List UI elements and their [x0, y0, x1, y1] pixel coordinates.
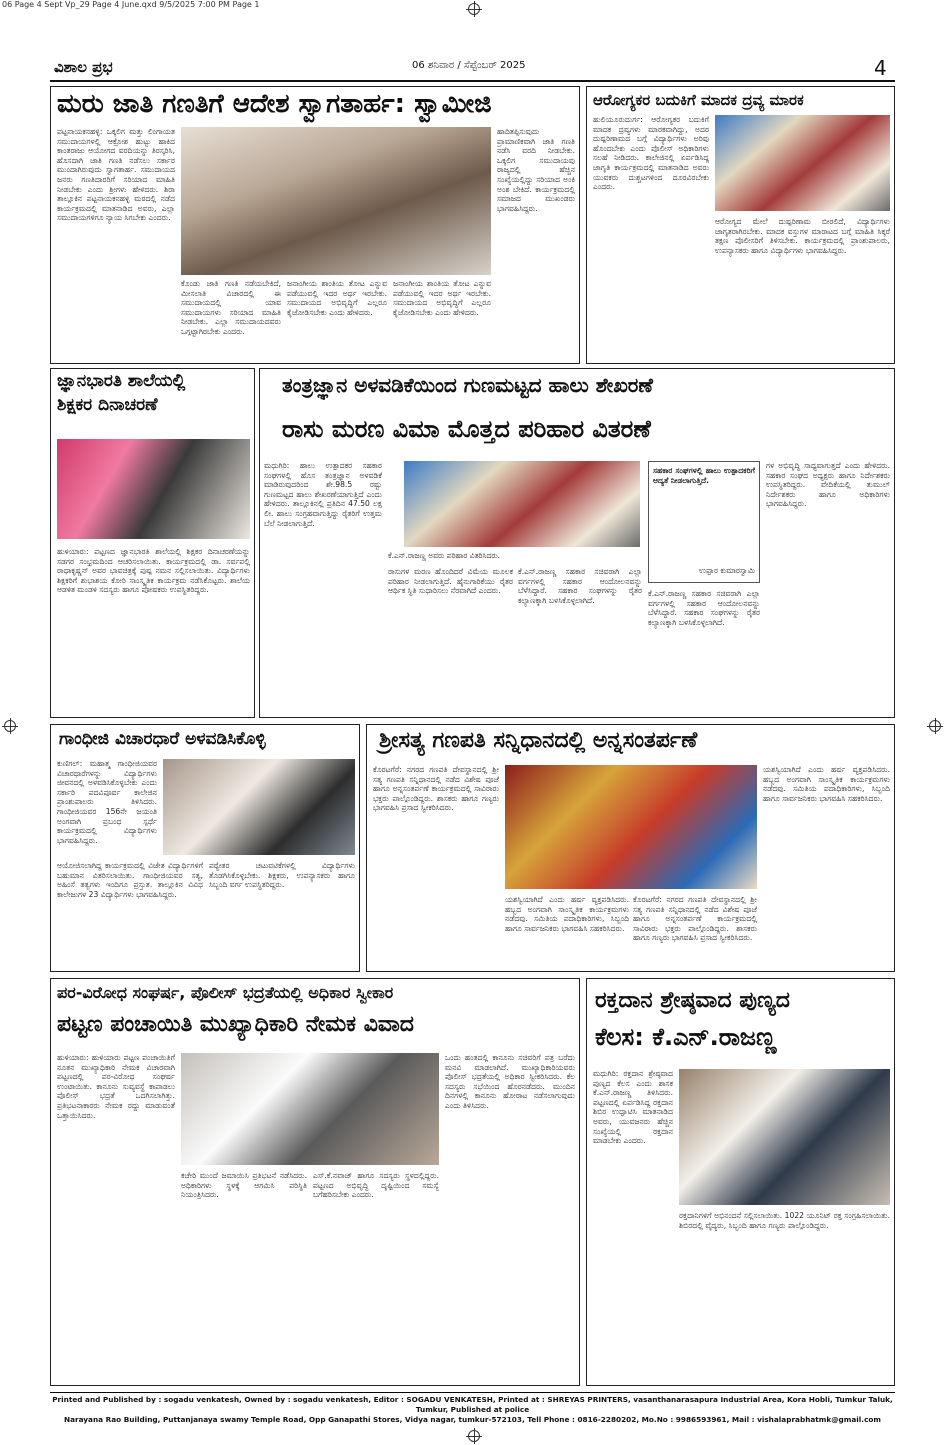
news-photo	[181, 127, 491, 275]
masthead-name: ವಿಶಾಲ ಪ್ರಭ	[54, 58, 113, 76]
article-column: ರಾಸುಗಳ ಮರಣ ಹೊಂದಿದರೆ ವಿಮೆಯ ಮೂಲಕ ಪರಿಹಾರ ನೀಡಲಾಗುತ್ತಿದೆ. ಹೈನುಗಾರಿಕೆಯು ರೈತರ ಆರ್ಥಿಕ ಸ್ಥಿತಿ ಸುಧಾರಿಸಲು ನೆರವಾಗಿದೆ ಎಂದರು.	[388, 567, 513, 596]
news-photo	[181, 1053, 439, 1165]
headline-line-2: ಶಿಕ್ಷಕರ ದಿನಾಚರಣೆ	[57, 395, 158, 415]
article-column: ಗಳ ಅಭಿವೃದ್ಧಿ ಸಾಧ್ಯವಾಗುತ್ತದೆ ಎಂದು ಹೇಳಿದರು. ಸಹಕಾರ ಸಂಘದ ಅಧ್ಯಕ್ಷರು ಹಾಗೂ ನಿರ್ದೇಶಕರು ಉಪಸ್ಥಿತರಿದ್ದರು. ವೇದಿಕೆಯಲ್ಲಿ ತುಮುಲ್ ನಿರ್ದೇಶಕರು ಹಾಗೂ ಅಧಿಕಾರಿಗಳು ಭಾಗವಹಿಸಿದ್ದರು.	[766, 461, 890, 509]
registration-mark-icon	[468, 1430, 480, 1442]
article-column: ಕುಣಿಗಲ್: ಮಹಾತ್ಮ ಗಾಂಧೀಜಿಯವರ ವಿಚಾರಧಾರೆಗಳನ್ನು ವಿದ್ಯಾರ್ಥಿಗಳು ಜೀವನದಲ್ಲಿ ಅಳವಡಿಸಿಕೊಳ್ಳಬೇಕು ಎಂದು ಸರ್ಕಾರಿ ಪದವಿಪೂರ್ವ ಕಾಲೇಜಿನ ಪ್ರಾಂಶುಪಾಲರು ತಿಳಿಸಿದರು. ಗಾಂಧೀಜಿಯವರ 156ನೇ ಜಯಂತಿ ಅಂಗವಾಗಿ ಪ್ರಬಂಧ ಸ್ಪರ್ಧೆ ಕಾರ್ಯಕ್ರಮದಲ್ಲಿ ವಿದ್ಯಾರ್ಥಿಗಳು ಭಾಗವಹಿಸಿದ್ದರು.	[57, 759, 157, 845]
print-slug: 06 Page 4 Sept Vp_29 Page 4 June.qxd 9/5/2025 7:00 PM Page 1	[2, 0, 260, 9]
news-photo	[57, 439, 250, 539]
article-column: ಕೆ.ಎನ್.ರಾಜಣ್ಣ ಸಹಕಾರ ಸಚಿವರಾಗಿ ಎಲ್ಲಾ ವರ್ಗಗಳಲ್ಲಿ ಸಹಕಾರ ಆಂದೋಲನವನ್ನು ಬೆಳೆಸಿದ್ದಾರೆ. ಸಹಕಾರ ಸಂಘಗಳನ್ನು ರೈತರ ಕಲ್ಯಾಣಕ್ಕಾಗಿ ಬಳಸಿಕೊಳ್ಳಲಾಗಿದೆ.	[648, 589, 760, 627]
headline-line-1: ತಂತ್ರಜ್ಞಾನ ಅಳವಡಿಕೆಯಿಂದ ಗುಣಮಟ್ಟದ ಹಾಲು ಶೇಖರಣೆ	[282, 373, 653, 397]
headline-line-2: ಕೆಲಸ: ಕೆ.ಎನ್.ರಾಜಣ್ಣ	[595, 1023, 777, 1051]
imprint-footer	[50, 1392, 895, 1424]
article-column: ರಕ್ತದಾನಿಗಳಿಗೆ ಅಭಿನಂದನೆ ಸಲ್ಲಿಸಲಾಯಿತು. 1022 ಯೂನಿಟ್ ರಕ್ತ ಸಂಗ್ರಹಿಸಲಾಯಿತು. ಶಿಬಿರದಲ್ಲಿ ವೈದ್ಯರು, ಸಿಬ್ಬಂದಿ ಹಾಗೂ ಗಣ್ಯರು ಪಾಲ್ಗೊಂಡಿದ್ದರು.	[679, 1211, 890, 1230]
pull-quote	[648, 461, 760, 583]
article-column: ಮಧುಗಿರಿ: ರಕ್ತದಾನ ಶ್ರೇಷ್ಠವಾದ ಪುಣ್ಯದ ಕೆಲಸ ಎಂದು ಶಾಸಕ ಕೆ.ಎನ್.ರಾಜಣ್ಣ ತಿಳಿಸಿದರು. ಪಟ್ಟಣದಲ್ಲಿ ಏರ್ಪಡಿಸಿದ್ದ ರಕ್ತದಾನ ಶಿಬಿರ ಉದ್ಘಾಟಿಸಿ ಮಾತನಾಡಿದ ಅವರು, ಯುವಜನರು ಹೆಚ್ಚಿನ ಸಂಖ್ಯೆಯಲ್ಲಿ ರಕ್ತದಾನ ಮಾಡಬೇಕು ಎಂದರು.	[593, 1069, 673, 1146]
article-column: ಆರೋಗ್ಯದ ಮೇಲೆ ದುಷ್ಪರಿಣಾಮ ಬೀರಲಿದೆ, ವಿದ್ಯಾರ್ಥಿಗಳು ಜಾಗೃತರಾಗಿರಬೇಕು. ಮಾದಕ ವಸ್ತುಗಳ ಮಾರಾಟದ ಬಗ್ಗೆ ಮಾಹಿತಿ ಸಿಕ್ಕರೆ ತಕ್ಷಣ ಪೊಲೀಸರಿಗೆ ತಿಳಿಸಬೇಕು. ಕಾರ್ಯಕ್ರಮದಲ್ಲಿ ಪ್ರಾಂಶುಪಾಲರು, ಉಪನ್ಯಾಸಕರು ಹಾಗೂ ವಿದ್ಯಾರ್ಥಿಗಳು ಭಾಗವಹಿಸಿದ್ದರು.	[715, 217, 890, 255]
article-column: ಕೊರಟಗೆರೆ: ನಗರದ ಗಣಪತಿ ದೇವಸ್ಥಾನದಲ್ಲಿ ಶ್ರೀ ಸತ್ಯ ಗಣಪತಿ ಸನ್ನಿಧಾನದಲ್ಲಿ ನಡೆದ ವಿಶೇಷ ಪೂಜೆ ಹಾಗೂ ಅನ್ನಸಂತರ್ಪಣೆ ಕಾರ್ಯಕ್ರಮದಲ್ಲಿ ಸಾವಿರಾರು ಭಕ್ತರು ಪಾಲ್ಗೊಂಡಿದ್ದರು. ಶಾಸಕರು ಹಾಗೂ ಗಣ್ಯರು ಭಾಗವಹಿಸಿ ಪ್ರಸಾದ ಸ್ವೀಕರಿಸಿದರು.	[633, 895, 757, 943]
article-column: ಒಂದು ಹಂತದಲ್ಲಿ ಕಾನೂನು ಸಚಿವರಿಗೆ ಪತ್ರ ಬರೆದು ಮನವಿ ಮಾಡಲಾಗಿದೆ. ಮುಖ್ಯಾಧಿಕಾರಿಯವರು ಪೊಲೀಸ್ ಭದ್ರತೆಯಲ್ಲಿ ಅಧಿಕಾರ ಸ್ವೀಕರಿಸಿದರು. ಕೆಲ ಸದಸ್ಯರು ಸಭೆಯಿಂದ ಹೊರನಡೆದರು. ಮುಂದಿನ ದಿನಗಳಲ್ಲಿ ಕಾನೂನು ಹೋರಾಟ ನಡೆಸಲಾಗುವುದು ಎಂದು ತಿಳಿಸಿದರು.	[445, 1053, 575, 1110]
article-column: ಕಚೇರಿ ಮುಂದೆ ಜಮಾಯಿಸಿ ಪ್ರತಿಭಟನೆ ನಡೆಸಿದರು. ಅಧಿಕಾರಿಗಳು ಸ್ಥಳಕ್ಕೆ ಆಗಮಿಸಿ ಪರಿಸ್ಥಿತಿ ನಿಯಂತ್ರಿಸಿದರು.	[181, 1171, 307, 1200]
article-column: ಯಶಸ್ವಿಯಾಗಿದೆ ಎಂದು ಹರ್ಷ ವ್ಯಕ್ತಪಡಿಸಿದರು. ಹಬ್ಬದ ಅಂಗವಾಗಿ ಸಾಂಸ್ಕೃತಿಕ ಕಾರ್ಯಕ್ರಮಗಳು ನಡೆದವು. ಸಮಿತಿಯ ಪದಾಧಿಕಾರಿಗಳು, ಸಿಬ್ಬಂದಿ ಹಾಗೂ ಸಾರ್ವಜನಿಕರು ಭಾಗವಹಿಸಿ ಸಹಕರಿಸಿದರು.	[763, 765, 890, 803]
page-number: 4	[874, 56, 887, 80]
article-body: ಹುಳಿಯಾರು: ಪಟ್ಟಣದ ಜ್ಞಾನಭಾರತಿ ಶಾಲೆಯಲ್ಲಿ ಶಿಕ್ಷಕರ ದಿನಾಚರಣೆಯನ್ನು ಸಡಗರ ಸಂಭ್ರಮದಿಂದ ಆಚರಿಸಲಾಯಿತು. ಕಾರ್ಯಕ್ರಮದಲ್ಲಿ ಡಾ. ಸರ್ವಪಲ್ಲಿ ರಾಧಾಕೃಷ್ಣನ್ ಅವರ ಭಾವಚಿತ್ರಕ್ಕೆ ಪುಷ್ಪ ನಮನ ಸಲ್ಲಿಸಲಾಯಿತು. ವಿದ್ಯಾರ್ಥಿಗಳು ಶಿಕ್ಷಕರಿಗೆ ಶುಭಾಶಯ ಕೋರಿ ಸಾಂಸ್ಕೃತಿಕ ಕಾರ್ಯಕ್ರಮ ನಡೆಸಿಕೊಟ್ಟರು. ಶಾಲೆಯ ಆಡಳಿತ ಮಂಡಳಿ ಸದಸ್ಯರು ಹಾಗೂ ಪೋಷಕರು ಉಪಸ್ಥಿತರಿದ್ದರು.	[57, 547, 250, 595]
registration-mark-icon	[929, 720, 941, 732]
news-photo	[505, 765, 757, 889]
imprint-line-1: Printed and Published by : sogadu venkatesh, Owned by : sogadu venkatesh, Editor : SOGADU VENKATESH, Printed at : SHREYAS PRINTERS, vasanthanarasapura Industrial Area, Kora Hobli, Tumkur Taluk, Tumkur, Published at police	[52, 1395, 893, 1414]
headline: ಆರೋಗ್ಯಕರ ಬದುಕಿಗೆ ಮಾದಕ ದ್ರವ್ಯ ಮಾರಕ	[593, 91, 804, 109]
article-panchayat-officer	[50, 978, 580, 1386]
headline-line-1: ಜ್ಞಾನಭಾರತಿ ಶಾಲೆಯಲ್ಲಿ	[57, 371, 186, 391]
headline-line-2: ಪಟ್ಟಣ ಪಂಚಾಯಿತಿ ಮುಖ್ಯಾಧಿಕಾರಿ ನೇಮಕ ವಿವಾದ	[57, 1012, 415, 1037]
news-photo	[404, 461, 640, 547]
headline-line-2: ರಾಸು ಮರಣ ವಿಮಾ ಮೊತ್ತದ ಪರಿಹಾರ ವಿತರಣೆ	[282, 415, 651, 443]
photo-caption: ಕೆ.ಎನ್.ರಾಜಣ್ಣ ಅವರು ಪರಿಹಾರ ವಿತರಿಸಿದರು.	[388, 551, 501, 560]
pull-quote-text: ಸಹಕಾರ ಸಂಘಗಳಲ್ಲಿ ಹಾಲು ಉತ್ಪಾದಕರಿಗೆ ಆದ್ಯತೆ ನೀಡಲಾಗುತ್ತಿದೆ.	[653, 466, 755, 485]
headline: ಗಾಂಧೀಜಿ ವಿಚಾರಧಾರೆ ಅಳವಡಿಸಿಕೊಳ್ಳಿ	[59, 729, 266, 749]
article-column: ಯಶಸ್ವಿಯಾಗಿದೆ ಎಂದು ಹರ್ಷ ವ್ಯಕ್ತಪಡಿಸಿದರು. ಹಬ್ಬದ ಅಂಗವಾಗಿ ಸಾಂಸ್ಕೃತಿಕ ಕಾರ್ಯಕ್ರಮಗಳು ನಡೆದವು. ಸಮಿತಿಯ ಪದಾಧಿಕಾರಿಗಳು, ಸಿಬ್ಬಂದಿ ಹಾಗೂ ಸಾರ್ವಜನಿಕರು ಭಾಗವಹಿಸಿ ಸಹಕರಿಸಿದರು.	[505, 895, 629, 933]
article-column: ಹುಲಿಯೂರುದುರ್ಗ: ಆರೋಗ್ಯಕರ ಬದುಕಿಗೆ ಮಾದಕ ದ್ರವ್ಯಗಳು ಮಾರಕವಾಗಿದ್ದು, ಅದರ ದುಷ್ಪರಿಣಾಮದ ಬಗ್ಗೆ ವಿದ್ಯಾರ್ಥಿಗಳು ಅರಿವು ಹೊಂದಬೇಕು ಎಂದು ಪೊಲೀಸ್ ಅಧಿಕಾರಿಗಳು ಸಲಹೆ ನೀಡಿದರು. ಕಾಲೇಜಿನಲ್ಲಿ ಏರ್ಪಡಿಸಿದ್ದ ಜಾಗೃತಿ ಕಾರ್ಯಕ್ರಮದಲ್ಲಿ ಮಾತನಾಡಿದ ಅವರು ಯುವಕರು ದುಶ್ಚಟಗಳಿಂದ ದೂರವಿರಬೇಕು ಎಂದರು.	[593, 115, 709, 192]
headline-line-1: ಪರ-ವಿರೋಧ ಸಂಘರ್ಷ, ಪೊಲೀಸ್ ಭದ್ರತೆಯಲ್ಲಿ ಅಧಿಕಾರ ಸ್ವೀಕಾರ	[57, 983, 394, 1002]
article-column: ಪಠ್ಯೇತರ ಚಟುವಟಿಕೆಗಳಲ್ಲಿ ವಿದ್ಯಾರ್ಥಿಗಳು ತೊಡಗಿಸಿಕೊಳ್ಳಬೇಕು. ಶಿಕ್ಷಕರು, ಉಪನ್ಯಾಸಕರು ಹಾಗೂ ಸಿಬ್ಬಂದಿ ವರ್ಗ ಉಪಸ್ಥಿತರಿದ್ದರು.	[209, 861, 355, 890]
headline: ಮರು ಜಾತಿ ಗಣತಿಗೆ ಆದೇಶ ಸ್ವಾಗತಾರ್ಹ: ಸ್ವಾಮೀಜಿ	[57, 89, 492, 119]
article-column: ಜನಾಂಗೀಯ ಶಾಂತಿಯ ತೋಟ ಎನ್ನುವ ಪಡೆಯುವಲ್ಲಿ ಇದರ ಅರ್ಥ ಇರಬೇಕು. ಸಮುದಾಯದ ಅಭಿವೃದ್ಧಿಗೆ ಎಲ್ಲರೂ ಕೈಜೋಡಿಸಬೇಕು ಎಂದು ಹೇಳಿದರು.	[393, 279, 491, 317]
article-ganapathi	[366, 724, 895, 972]
article-blood-donation	[586, 978, 895, 1386]
article-column: ಹಾದಿತಪ್ಪಿಸುವುದು ಪ್ರಾಮಾಣಿಕವಾಗಿ ಜಾತಿ ಗಣತಿ ನಡೆಸಿ ವರದಿ ನೀಡಬೇಕು. ಒಕ್ಕಲಿಗ ಸಮುದಾಯವು ರಾಜ್ಯದಲ್ಲಿ ಹೆಚ್ಚಿನ ಸಂಖ್ಯೆಯಲ್ಲಿದ್ದು ಸರಿಯಾದ ಅಂಕಿ ಅಂಶ ಬೇಕಿದೆ. ಕಾರ್ಯಕ್ರಮದಲ್ಲಿ ಸಮಾಜದ ಮುಖಂಡರು ಭಾಗವಹಿಸಿದ್ದರು.	[497, 127, 575, 213]
article-column: ಪಟ್ಟನಾಯಕನಹಳ್ಳಿ: ಒಕ್ಕಲಿಗ ಮತ್ತು ಲಿಂಗಾಯತ ಸಮುದಾಯಗಳಲ್ಲಿ ಆಕ್ರೋಶ ಹುಟ್ಟು ಹಾಕಿದ ಕಾಂತರಾಜು ಆಯೋಗದ ವರದಿಯನ್ನು ತಿರಸ್ಕರಿಸಿ, ಹೊಸದಾಗಿ ಜಾತಿ ಗಣತಿ ನಡೆಸಲು ಸರ್ಕಾರ ಮುಂದಾಗಿರುವುದು ಸ್ವಾಗತಾರ್ಹ. ಸಮುದಾಯದ ಜನರು ಗಣತಿದಾರರಿಗೆ ಸರಿಯಾದ ಮಾಹಿತಿ ನೀಡಬೇಕು ಎಂದು ಶ್ರೀಗಳು ಹೇಳಿದರು. ಶಿರಾ ತಾಲ್ಲೂಕಿನ ಪಟ್ಟನಾಯಕನಹಳ್ಳಿ ಮಠದಲ್ಲಿ ನಡೆದ ಕಾರ್ಯಕ್ರಮದಲ್ಲಿ ಮಾತನಾಡಿದ ಅವರು, ಎಲ್ಲಾ ಸಮುದಾಯಗಳಿಗೂ ನ್ಯಾಯ ಸಿಗಬೇಕು ಎಂದರು.	[57, 127, 175, 223]
article-column: ಕೊಂಡು ಜಾತಿ ಗಣತಿ ನಡೆಯಬೇಕಿದೆ, ಮೀಸಲಾತಿ ವಿಚಾರದಲ್ಲಿ ಈ ಸಮುದಾಯದಲ್ಲಿ ಯಾವ ಸಮುದಾಯಗಳು ಸರಿಯಾದ ಮಾಹಿತಿ ನೀಡಬೇಕು. ಎಲ್ಲಾ ಸಮುದಾಯದವರು ಒಗ್ಗಟ್ಟಾಗಿರಬೇಕು ಎಂದರು.	[181, 279, 281, 336]
masthead-rule	[50, 80, 895, 82]
article-gandhi-ideals	[50, 724, 360, 972]
article-milk-collection	[259, 368, 895, 718]
issue-date: 06 ಶನಿವಾರ / ಸೆಪ್ಟೆಂಬರ್ 2025	[412, 60, 526, 71]
article-caste-census	[50, 86, 580, 364]
article-column: ಎಸ್.ಕೆ.ನವಾಜ್ ಹಾಗೂ ಸದಸ್ಯರು ಸ್ಥಳದಲ್ಲಿದ್ದರು. ಪಟ್ಟಣದ ಅಭಿವೃದ್ಧಿ ದೃಷ್ಟಿಯಿಂದ ಸಮಸ್ಯೆ ಬಗೆಹರಿಸಬೇಕು ಎಂದರು.	[313, 1171, 439, 1200]
article-teachers-day	[50, 368, 255, 718]
article-column: ಕೆ.ಎನ್.ರಾಜಣ್ಣ ಸಹಕಾರ ಸಚಿವರಾಗಿ ಎಲ್ಲಾ ವರ್ಗಗಳಲ್ಲಿ ಸಹಕಾರ ಆಂದೋಲನವನ್ನು ಬೆಳೆಸಿದ್ದಾರೆ. ಸಹಕಾರ ಸಂಘಗಳನ್ನು ರೈತರ ಕಲ್ಯಾಣಕ್ಕಾಗಿ ಬಳಸಿಕೊಳ್ಳಲಾಗಿದೆ.	[518, 567, 642, 605]
article-column: ಕೊರಟಗೆರೆ: ನಗರದ ಗಣಪತಿ ದೇವಸ್ಥಾನದಲ್ಲಿ ಶ್ರೀ ಸತ್ಯ ಗಣಪತಿ ಸನ್ನಿಧಾನದಲ್ಲಿ ನಡೆದ ವಿಶೇಷ ಪೂಜೆ ಹಾಗೂ ಅನ್ನಸಂತರ್ಪಣೆ ಕಾರ್ಯಕ್ರಮದಲ್ಲಿ ಸಾವಿರಾರು ಭಕ್ತರು ಪಾಲ್ಗೊಂಡಿದ್ದರು. ಶಾಸಕರು ಹಾಗೂ ಗಣ್ಯರು ಭಾಗವಹಿಸಿ ಪ್ರಸಾದ ಸ್ವೀಕರಿಸಿದರು.	[373, 765, 499, 813]
imprint-line-2: Narayana Rao Building, Puttanjanaya swamy Temple Road, Opp Ganapathi Stores, Vidya nagar, tumkur-572103, Tell Phone : 0816-2280202, Mo.No : 9986593961, Mail : vishalaprabhatmk@gmail.com	[63, 1415, 882, 1424]
headline: ಶ್ರೀಸತ್ಯ ಗಣಪತಿ ಸನ್ನಿಧಾನದಲ್ಲಿ ಅನ್ನಸಂತರ್ಪಣೆ	[379, 728, 698, 753]
article-column: ಮಧುಗಿರಿ: ಹಾಲು ಉತ್ಪಾದಕರ ಸಹಕಾರ ಸಂಘಗಳಲ್ಲಿ ಹೊಸ ತಂತ್ರಜ್ಞಾನ ಅಳವಡಿಕೆ ಮಾಡಿರುವುದರಿಂದ ಶೇ.98.5 ರಷ್ಟು ಗುಣಮಟ್ಟದ ಹಾಲು ಶೇಖರಣೆಯಾಗುತ್ತಿದೆ ಎಂದು ಹೇಳಿದರು. ತಾಲ್ಲೂಕಿನಲ್ಲಿ ಪ್ರತಿದಿನ 47.50 ಲಕ್ಷ ಲೀ. ಹಾಲು ಸಂಗ್ರಹವಾಗುತ್ತಿದ್ದು ರೈತರಿಗೆ ಉತ್ತಮ ಬೆಲೆ ನೀಡಲಾಗುತ್ತಿದೆ.	[264, 461, 382, 528]
registration-mark-icon	[468, 3, 480, 15]
article-drug-awareness	[586, 86, 895, 364]
headline-line-1: ರಕ್ತದಾನ ಶ್ರೇಷ್ಠವಾದ ಪುಣ್ಯದ	[595, 988, 790, 1013]
news-photo	[715, 115, 890, 211]
news-photo	[679, 1069, 890, 1205]
news-photo	[163, 759, 355, 855]
article-column: ಹುಳಿಯಾರು: ಹುಳಿಯಾರು ಪಟ್ಟಣ ಪಂಚಾಯಿತಿಗೆ ನೂತನ ಮುಖ್ಯಾಧಿಕಾರಿ ನೇಮಕ ವಿಚಾರವಾಗಿ ಪಟ್ಟಣದಲ್ಲಿ ಪರ-ವಿರೋಧ ಸಂಘರ್ಷ ಉಂಟಾಯಿತು. ಕಾನೂನು ಸುವ್ಯವಸ್ಥೆ ಕಾಪಾಡಲು ಪೊಲೀಸ್ ಭದ್ರತೆ ಒದಗಿಸಲಾಗಿತ್ತು. ಪ್ರತಿಭಟನಾಕಾರರು ನೇಮಕ ರದ್ದು ಮಾಡುವಂತೆ ಒತ್ತಾಯಿಸಿದರು.	[57, 1053, 175, 1120]
article-column: ಆಯೋಜಿಸಲಾಗಿದ್ದ ಕಾರ್ಯಕ್ರಮದಲ್ಲಿ ವಿಜೇತ ವಿದ್ಯಾರ್ಥಿಗಳಿಗೆ ಬಹುಮಾನ ವಿತರಿಸಲಾಯಿತು. ಗಾಂಧೀಜಿಯವರ ಸತ್ಯ, ಅಹಿಂಸೆ ತತ್ವಗಳು ಇಂದಿಗೂ ಪ್ರಸ್ತುತ. ತಾಲ್ಲೂಕಿನ ವಿವಿಧ ಕಾಲೇಜುಗಳ 23 ವಿದ್ಯಾರ್ಥಿಗಳು ಭಾಗವಹಿಸಿದ್ದರು.	[57, 861, 203, 899]
registration-mark-icon	[4, 720, 16, 732]
pull-quote-author: ಉಪ್ಪಾರ ಕುಮಾರಸ್ವಾಮಿ	[699, 566, 755, 575]
article-column: ಜನಾಂಗೀಯ ಶಾಂತಿಯ ತೋಟ ಎನ್ನುವ ಪಡೆಯುವಲ್ಲಿ ಇದರ ಅರ್ಥ ಇರಬೇಕು. ಸಮುದಾಯದ ಅಭಿವೃದ್ಧಿಗೆ ಎಲ್ಲರೂ ಕೈಜೋಡಿಸಬೇಕು ಎಂದು ಹೇಳಿದರು.	[287, 279, 387, 317]
